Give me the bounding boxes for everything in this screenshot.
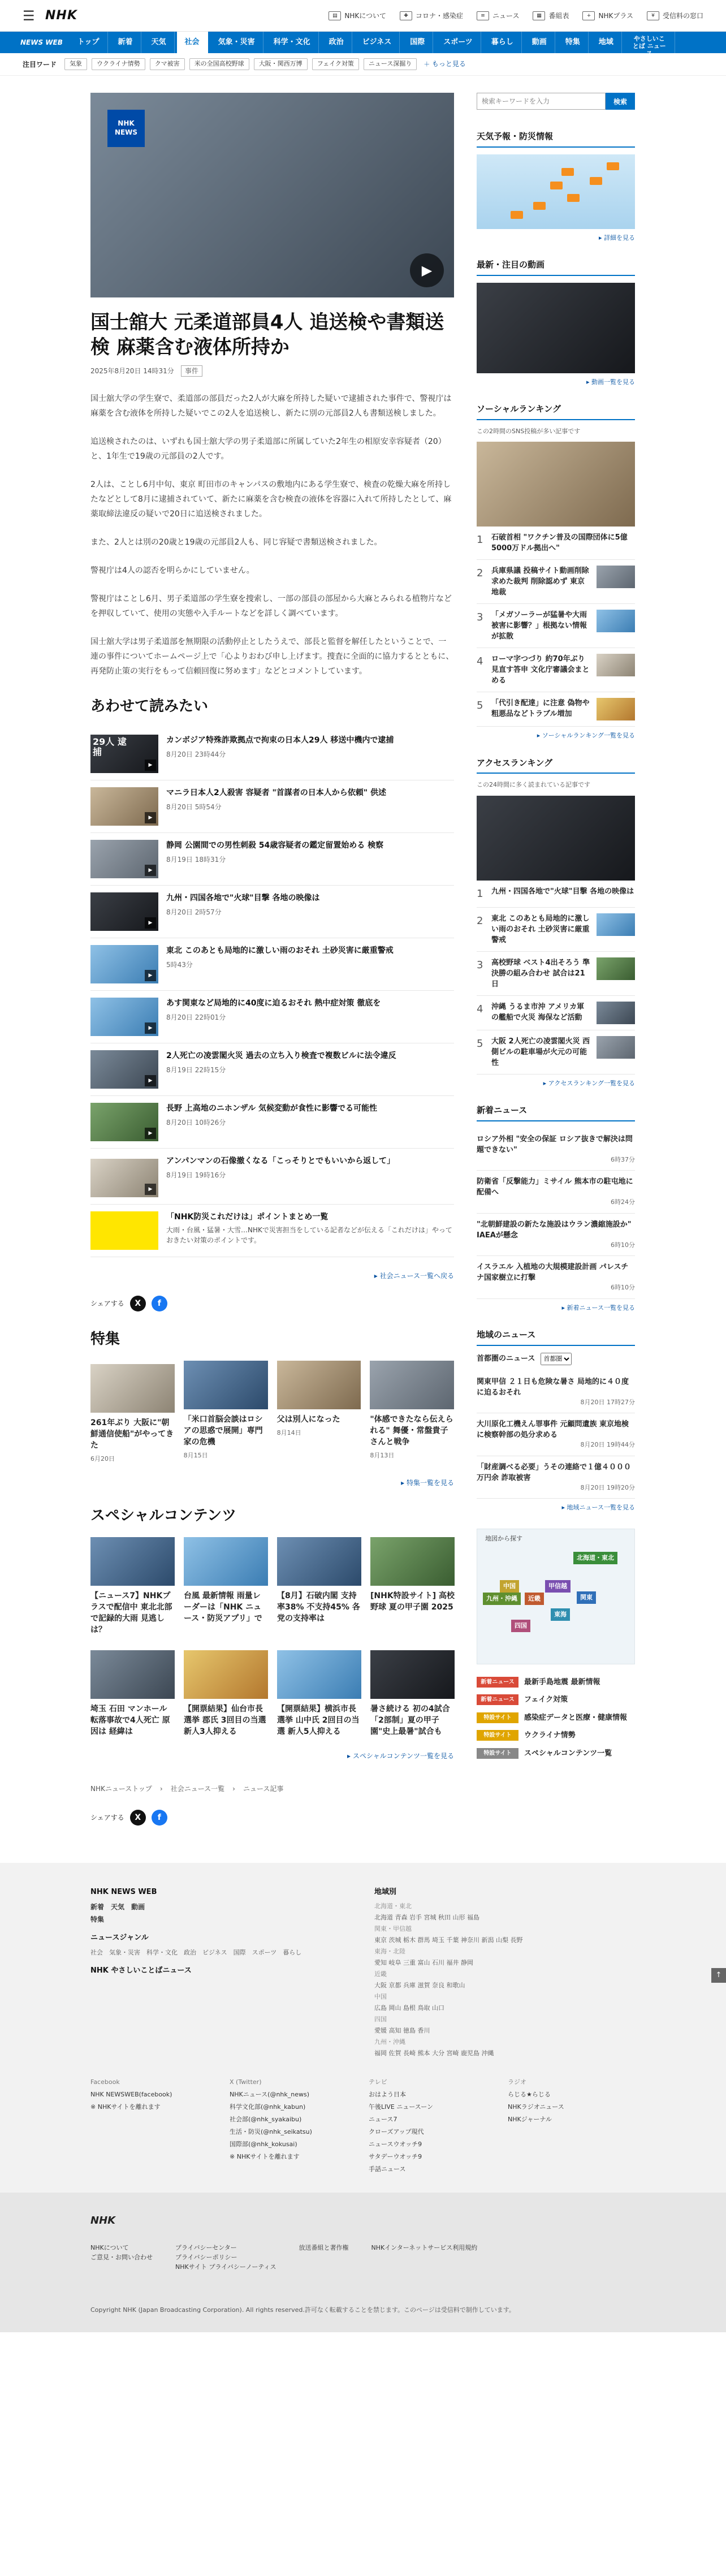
play-icon[interactable]: ▶	[410, 253, 444, 287]
trend-words	[0, 53, 726, 76]
related-item[interactable]	[90, 1205, 454, 1257]
article-paragraph: 2人は、ことし6月中旬、東京 町田市のキャンパスの敷地内にある学生寮で、検査の乾燥大麻を所持したなどとして8月に逮捕されていて、新たに麻薬を含む検査の液体を容器に入れて所持したとして、麻薬取締法違反の疑いで20日に追送検されました。	[90, 480, 452, 519]
article-title: 国士舘大 元柔道部員4人 追送検や書類送検 麻薬含む液体所持か	[90, 311, 444, 359]
play-icon: ▶	[145, 970, 156, 981]
facebook-icon[interactable]: f	[152, 1810, 167, 1826]
thumbnail	[90, 998, 158, 1036]
nav-science[interactable]: 科学・文化	[266, 32, 319, 53]
chevron-right-icon: ›	[232, 1784, 235, 1793]
special-link[interactable]: 新着ニュース フェイク対策	[477, 1691, 635, 1709]
feature-card[interactable]	[370, 1361, 454, 1464]
special-card[interactable]	[277, 1537, 361, 1636]
feature-date: 8月15日	[183, 1452, 208, 1459]
local-item[interactable]: 大川原化工機えん罪事件 元顧問遺族 東京地検に検察幹部の処分求める 8月20日 19時44分	[477, 1413, 635, 1456]
special-link[interactable]: 新着ニュース 最新手島地震 最新情報	[477, 1673, 635, 1692]
special-list-link[interactable]: ▸ スペシャルコンテンツ一覧を見る	[347, 1751, 454, 1760]
article-paragraph: 警視庁は4人の認否を明らかにしていません。	[90, 566, 254, 575]
nhk-plus-icon: +	[582, 11, 595, 20]
fee-icon: ¥	[647, 11, 659, 20]
x-icon[interactable]: X	[130, 1296, 146, 1311]
thumbnail	[90, 892, 158, 931]
footer-bottom	[0, 2193, 726, 2332]
facebook-icon[interactable]: f	[152, 1296, 167, 1311]
local-item[interactable]: 「財産調べる必要」うその連絡で１億４０００万円余 詐取被害 8月20日 19時20分	[477, 1456, 635, 1499]
region-button[interactable]: 関東	[577, 1591, 596, 1604]
special-card[interactable]	[370, 1537, 455, 1636]
special-title: 暑さ続ける 初の4試合「2部制」夏の甲子園"史上最暑"試合も	[370, 1704, 450, 1736]
share-label: シェアする	[90, 1813, 124, 1822]
nhk-news-badge: NHK NEWS	[107, 110, 145, 147]
thumbnail	[90, 1103, 158, 1141]
special-title: 【開票結果】横浜市長選挙 山中氏 2回目の当選 新人5人抑える	[277, 1704, 360, 1736]
related-item[interactable]	[90, 938, 454, 991]
trend-chip[interactable]: フェイク対策	[312, 58, 359, 70]
nav-politics[interactable]: 政治	[321, 32, 352, 53]
related-item[interactable]	[90, 1149, 454, 1205]
weather-heading: 天気予報・防災情報	[477, 130, 635, 148]
article-body	[90, 391, 454, 679]
trend-chip[interactable]: 大阪・関西万博	[254, 58, 308, 70]
society-list-link[interactable]: ▸ 社会ニュース一覧へ戻る	[374, 1272, 454, 1280]
special-card[interactable]	[184, 1537, 268, 1636]
ranking-item[interactable]: 3 「メガソーラーが猛暑や大雨被害に影響？」根拠ない情報が拡散	[477, 604, 635, 648]
related-title: 2人死亡の凌雲閣火災 過去の立ち入り検査で複数ビルに法令違反	[166, 1051, 396, 1060]
share-label: シェアする	[90, 1300, 124, 1308]
special-card[interactable]	[184, 1650, 268, 1737]
thumbnail	[277, 1537, 361, 1586]
featured-video[interactable]	[477, 283, 635, 373]
search-input[interactable]	[477, 93, 606, 110]
sidebar	[477, 93, 635, 1840]
special-card[interactable]	[90, 1537, 175, 1636]
access-more-link[interactable]: ▸ アクセスランキング一覧を見る	[543, 1079, 635, 1087]
related-title: カンボジア特殊詐欺拠点で拘束の日本人29人 移送中機内で逮捕	[166, 736, 394, 745]
region-selector: 首都圏のニュース 首都圏	[477, 1353, 635, 1365]
thumbnail	[90, 1650, 175, 1699]
related-date: 8月20日 2時57分	[166, 908, 222, 916]
special-grid	[90, 1537, 454, 1737]
related-item[interactable]	[90, 728, 454, 780]
related-item[interactable]	[90, 1043, 454, 1096]
ranking-item[interactable]: 4 ローマ字つづり 約70年ぶり見直す答申 文化庁審議会まとめる	[477, 648, 635, 692]
feature-list	[90, 1361, 454, 1464]
feature-title: 「米口首脳会談はロシアの思惑で展開」専門家の危機	[183, 1415, 263, 1447]
tv-guide-icon: ▦	[533, 11, 545, 20]
trend-more-link[interactable]: ＋ もっと見る	[424, 60, 466, 68]
feature-card[interactable]	[277, 1361, 361, 1464]
play-icon: ▶	[145, 812, 156, 823]
breadcrumb-item[interactable]: 社会ニュース一覧	[170, 1784, 225, 1793]
page-body	[0, 76, 726, 1840]
back-to-top-icon[interactable]: ↑	[711, 1968, 726, 1983]
special-card[interactable]	[90, 1650, 175, 1737]
related-date: 8月19日 19時16分	[166, 1171, 226, 1179]
feature-title: 父は別人になった	[276, 1415, 340, 1424]
thumbnail	[90, 1159, 158, 1197]
special-card[interactable]	[370, 1650, 455, 1737]
related-title: 長野 上高地のニホンザル 気候変動が食性に影響でる可能性	[166, 1104, 378, 1113]
video-heading: 最新・注目の動画	[477, 258, 635, 276]
local-heading: 地域のニュース	[477, 1328, 635, 1346]
nav-life[interactable]: 暮らし	[483, 32, 522, 53]
thumbnail	[277, 1650, 361, 1699]
ranking-item[interactable]: 5 「代引き配達」に注意 偽物や粗悪品などトラブル増加	[477, 692, 635, 727]
latest-item[interactable]: "北朝鮮建設の新たな施設はウラン濃縮施設か" IAEAが懸念 6時10分	[477, 1214, 635, 1257]
menu-icon[interactable]: ☰	[23, 7, 35, 24]
play-icon: ▶	[145, 760, 156, 771]
nav-easy-news[interactable]: やさしいことば ニュース	[624, 32, 675, 53]
related-title: 東北 このあとも局地的に激しい雨のおそれ 土砂災害に厳重警戒	[166, 946, 394, 955]
article-paragraph: 国士舘大学の学生寮で、柔道部の部員だった2人が大麻を所持した疑いで逮捕された事件で、警視庁は麻薬を含む液体を所持した疑いでこの2人を追送検し、新たに別の元部員2人も書類送検しました。	[90, 394, 452, 418]
article-hero-image[interactable]	[90, 93, 454, 297]
search-button[interactable]: 検索	[606, 93, 635, 110]
trend-chip[interactable]: ウクライナ情勢	[92, 58, 145, 70]
related-title: 静岡 公園間での男性刺殺 54歳容疑者の鑑定留置始める 検察	[166, 841, 384, 850]
region-button[interactable]: 四国	[511, 1620, 530, 1633]
thumbnail	[184, 1361, 268, 1409]
chevron-right-icon: ›	[159, 1784, 163, 1793]
thumbnail	[90, 1050, 158, 1089]
thumbnail	[90, 787, 158, 826]
ranking-item[interactable]: 2 東北 このあとも局地的に激しい雨のおそれ 土砂災害に厳重警戒	[477, 908, 635, 952]
related-date: 5時43分	[166, 961, 193, 969]
region-button[interactable]: 近畿	[525, 1593, 544, 1606]
region-select[interactable]	[541, 1353, 572, 1365]
util-link[interactable]: ≡ ニュース	[477, 11, 519, 21]
related-list	[90, 728, 454, 1257]
ranking-item[interactable]: 1 九州・四国各地で"火球"目撃 各地の映像は	[477, 881, 635, 908]
article-paragraph: 追送検されたのは、いずれも国士舘大学の男子柔道部に所属していた2年生の相原安幸容疑者（20）と、1年生で19歳の元部員の2人です。	[90, 437, 446, 461]
feature-title: 261年ぶり 大阪に"朝鮮通信使船"がやってきた	[90, 1418, 174, 1450]
access-ranking-heading: アクセスランキング	[477, 757, 635, 774]
japan-region-map: 地図から探す 北海道・東北 関東 甲信越 東海 近畿 中国 四国 九州・沖縄	[477, 1529, 635, 1664]
ranking-image[interactable]	[477, 442, 635, 527]
footer-nav: NHK NEWS WEB 新着 天気 動画 特集 ニュースジャンル 社会 気象・災害 科学・文化 政治 ビジネス 国際 スポーツ 暮らし NHK やさしいことばニュース	[90, 1880, 352, 2060]
global-nav	[0, 32, 726, 57]
play-icon: ▶	[145, 1075, 156, 1086]
related-title: 九州・四国各地で"火球"目撃 各地の映像は	[166, 894, 320, 903]
region-button[interactable]: 中国	[500, 1580, 519, 1593]
article-category[interactable]: 事件	[181, 365, 202, 377]
play-icon: ▶	[145, 865, 156, 876]
nav-international[interactable]: 国際	[402, 32, 433, 53]
related-date: 8月19日 18時31分	[166, 856, 226, 864]
thumbnail	[90, 840, 158, 878]
breadcrumb-item[interactable]: NHKニューストップ	[90, 1784, 152, 1793]
region-button[interactable]: 九州・沖縄	[483, 1593, 521, 1606]
latest-item[interactable]: イスラエル 入植地の大規模建設計画 パレスチナ国家樹立に打撃 6時10分	[477, 1256, 635, 1299]
thumbnail	[90, 945, 158, 983]
nav-top[interactable]: トップ	[70, 32, 108, 53]
feature-heading: 特集	[90, 1331, 120, 1348]
util-link[interactable]: ▦ 番組表	[533, 11, 569, 21]
region-button[interactable]: 甲信越	[545, 1580, 571, 1593]
trend-chip[interactable]: 米の全国高校野球	[189, 58, 249, 70]
nav-society[interactable]: 社会	[177, 32, 208, 53]
related-item[interactable]	[90, 833, 454, 886]
social-ranking-heading: ソーシャルランキング	[477, 403, 635, 420]
footer-easy-link[interactable]: NHK やさしいことばニュース	[90, 1966, 192, 1975]
utility-links	[329, 11, 703, 21]
article-paragraph: また、2人とは別の20歳と19歳の元部員2人も、同じ容疑で書類送検されました。	[90, 538, 382, 547]
latest-more-link[interactable]: ▸ 新着ニュース一覧を見る	[561, 1304, 635, 1311]
related-date: 8月19日 22時15分	[166, 1066, 226, 1074]
special-title: 【8月】石破内閣 支持率38% 不支持45% 各党の支持率は	[277, 1591, 360, 1623]
footer-logo[interactable]: NHK	[90, 2215, 116, 2227]
related-item[interactable]	[90, 1096, 454, 1149]
article-paragraph: 警視庁はことし6月、男子柔道部の学生寮を捜索し、一部の部員の部屋から大麻とみられる植物片などを押収していて、使用の実態や入手ルートなどを詳しく調べています。	[90, 594, 452, 618]
virus-icon: ✚	[400, 11, 412, 20]
feature-card[interactable]	[184, 1361, 268, 1464]
ranking-image[interactable]	[477, 796, 635, 881]
play-icon: ▶	[145, 1184, 156, 1195]
related-date: 8月20日 22時01分	[166, 1013, 226, 1021]
feature-title: "体感できたなら伝えられる" 舞優・常盤貴子さんと戦争	[370, 1415, 453, 1447]
thumbnail	[90, 1537, 175, 1586]
news-icon: ≡	[477, 11, 489, 20]
nhk-icon: ▤	[329, 11, 341, 20]
feature-card[interactable]	[90, 1361, 175, 1464]
related-title: 「NHK防災これだけは」ポイントまとめ一覧	[166, 1213, 329, 1222]
site-header	[0, 0, 726, 32]
util-link[interactable]: ▤ NHKについて	[329, 11, 386, 21]
thumbnail	[370, 1361, 454, 1409]
article-date: 2025年8月20日 14時31分	[90, 367, 174, 375]
trend-chip[interactable]: ニュース深掘り	[364, 58, 417, 70]
latest-item[interactable]: 防衛省「反撃能力」ミサイル 熊本市の駐屯地に配備へ 6時24分	[477, 1171, 635, 1214]
util-link[interactable]: ✚ コロナ・感染症	[400, 11, 463, 21]
footer-links: NHKについて ご意見・お問い合わせ プライバシーセンター プライバシーポリシー NHKサイト プライバシーノーティス 放送番組と著作権 NHKインターネットサービス利用規約	[90, 2244, 478, 2271]
x-icon[interactable]: X	[130, 1810, 146, 1826]
related-date: 8月20日 23時44分	[166, 750, 226, 758]
footer-title[interactable]: NHK NEWS WEB	[90, 1887, 157, 1896]
ranking-item[interactable]: 4 沖縄 うるま市沖 アメリカ軍の艦船で火災 海保など活動	[477, 996, 635, 1030]
special-card[interactable]	[277, 1650, 361, 1737]
special-heading: スペシャルコンテンツ	[90, 1507, 237, 1524]
related-heading: あわせて読みたい	[90, 698, 209, 715]
special-title: 【開票結果】仙台市長選挙 郡氏 3回目の当選 新人3人抑える	[184, 1704, 266, 1736]
social-more-link[interactable]: ▸ ソーシャルランキング一覧を見る	[537, 732, 635, 739]
nav-sports[interactable]: スポーツ	[435, 32, 481, 53]
util-link[interactable]: + NHKプラス	[582, 11, 633, 21]
thumbnail	[370, 1537, 455, 1586]
nav-local[interactable]: 地域	[591, 32, 622, 53]
region-button[interactable]: 東海	[551, 1608, 570, 1621]
nav-feature[interactable]: 特集	[558, 32, 589, 53]
related-title: マニラ日本人2人殺害 容疑者 "首謀者の日本人から依頼" 供述	[166, 788, 386, 797]
latest-heading: 新着ニュース	[477, 1104, 635, 1121]
special-link[interactable]: 特設サイト 感染症データと医療・健康情報	[477, 1709, 635, 1727]
trend-label: 注目ワード	[23, 60, 57, 68]
special-title: 埼玉 石田 マンホール転落事故で4人死亡 原因は 経緯は	[90, 1704, 170, 1736]
news-web-brand[interactable]: NEWS WEB	[20, 38, 63, 46]
play-icon: ▶	[145, 1022, 156, 1034]
region-button[interactable]: 北海道・東北	[573, 1552, 617, 1565]
nav-video[interactable]: 動画	[524, 32, 555, 53]
nhk-logo[interactable]: NHK	[45, 8, 77, 23]
feature-list-link[interactable]: ▸ 特集一覧を見る	[401, 1478, 454, 1487]
breadcrumb-item: ニュース記事	[243, 1784, 284, 1793]
play-icon: ▶	[145, 917, 156, 929]
footer-genre-heading: ニュースジャンル	[90, 1934, 149, 1942]
ranking-item[interactable]: 2 兵庫県議 投稿サイト動画削除求めた裁判 削除認めず 東京地裁	[477, 560, 635, 604]
thumbnail	[184, 1650, 268, 1699]
feature-date: 8月13日	[370, 1452, 395, 1459]
related-date: 8月20日 10時26分	[166, 1119, 226, 1127]
trend-chip[interactable]: クマ被害	[150, 58, 185, 70]
ranking-item[interactable]: 1 石破首相 "ワクチン普及の国際団体に5億5000万ドル拠出へ"	[477, 527, 635, 560]
nav-weather[interactable]: 天気	[144, 32, 175, 53]
related-title: アンパンマンの石像撤くなる「こっそりとでもいいから返して」	[166, 1157, 395, 1166]
search-form	[477, 93, 635, 110]
article-paragraph: 国士舘大学は男子柔道部を無期限の活動停止としたうえで、部長と監督を解任したということで、一連の事件についてホームページ上で「心よりおわび申し上げます。捜査に全面的に協力するとともに、再発防止策の実行をもって信頼回復に努めます」などとコメントしています。	[90, 637, 454, 676]
weather-map[interactable]	[477, 154, 635, 229]
main-column	[90, 93, 454, 1840]
related-item[interactable]	[90, 780, 454, 833]
footer-areas: 地域別 北海道・東北 北海道 青森 岩手 宮城 秋田 山形 福島 関東・甲信越 東京 茨城 栃木 群馬 埼玉 千葉 神奈川 新潟 山梨 長野 東海・北陸 愛知 岐阜 三重 富山 石川 福井 静岡 近畿 大阪 京都 兵庫 滋賀 奈良 和歌山 中国 広島 岡山 島根 鳥取 山口 四国 愛媛 高知 徳島 香川 九州・沖縄 福岡 佐賀 長崎 熊本 大分 宮崎 鹿児島 沖縄	[374, 1887, 523, 2057]
ranking-note: この2時間のSNS投稿が多い記事です	[477, 427, 581, 435]
nav-new[interactable]: 新着	[110, 32, 141, 53]
play-icon: ▶	[145, 1128, 156, 1139]
thumbnail	[184, 1537, 268, 1586]
special-link[interactable]: 特設サイト ウクライナ情勢	[477, 1727, 635, 1745]
thumbnail: 29人 逮捕 ▶	[90, 735, 158, 773]
latest-item[interactable]: ロシア外相 "安全の保証 ロシア抜きで解決は問題できない" 6時37分	[477, 1128, 635, 1171]
feature-date: 8月14日	[276, 1429, 301, 1436]
video-more-link[interactable]: ▸ 動画一覧を見る	[586, 378, 635, 386]
related-item[interactable]	[90, 886, 454, 938]
special-title: 台風 最新情報 雨量レーダーは「NHK ニュース・防災アプリ」で	[184, 1591, 262, 1623]
local-item[interactable]: 関東甲信 ２１日も危険な暑さ 局地的に４０度に迫るおそれ 8月20日 17時27分	[477, 1371, 635, 1414]
ranking-item[interactable]: 3 高校野球 ベスト4出そろう 準決勝の組み合わせ 試合は21日	[477, 952, 635, 996]
related-date: 8月20日 5時54分	[166, 803, 222, 811]
util-link[interactable]: ¥ 受信料の窓口	[647, 11, 703, 21]
nav-disaster[interactable]: 気象・災害	[210, 32, 263, 53]
share-bar	[90, 1296, 454, 1311]
breadcrumb	[90, 1784, 454, 1794]
thumbnail	[90, 1211, 158, 1250]
local-more-link[interactable]: ▸ 地域ニュース一覧を見る	[561, 1504, 635, 1511]
trend-chip[interactable]: 気象	[64, 58, 87, 70]
ranking-note: この24時間に多く読まれている記事です	[477, 781, 590, 788]
related-title: あす関東など局地的に40度に迫るおそれ 熱中症対策 徹底を	[166, 999, 381, 1008]
thumbnail	[277, 1361, 361, 1409]
special-link[interactable]: 特設サイト スペシャルコンテンツ一覧	[477, 1745, 635, 1763]
feature-date: 6月20日	[90, 1455, 115, 1462]
weather-more-link[interactable]: ▸ 詳細を見る	[598, 234, 635, 241]
thumbnail	[90, 1364, 175, 1413]
share-bar	[90, 1810, 454, 1826]
ranking-item[interactable]: 5 大阪 2人死亡の凌雲閣火災 西側ビルの駐車場が火元の可能性	[477, 1030, 635, 1075]
nav-business[interactable]: ビジネス	[355, 32, 400, 53]
article-meta	[90, 365, 454, 377]
special-title: [NHK特設サイト] 高校野球 夏の甲子園 2025	[370, 1591, 455, 1612]
footer	[0, 1863, 726, 2332]
special-title: 【ニュース7】NHKプラスで配信中 東北北部で記録的大雨 見逃しは？	[90, 1591, 172, 1634]
footer-social: Facebook NHK NEWSWEB(facebook) ※ NHKサイトを離れます X (Twitter) NHKニュース(@nhk_news) 科学文化部(@nhk_kabun) 社会部(@nhk_syakaibu) 生活・防災(@nhk_seikatsu) 国際部(@nhk_kokusai) ※ NHKサイトを離れます テレビ おはよう日本 午後LIVE ニュースーン ニュース7 クローズアップ現代 ニュースウオッチ9 サタデーウオッチ9 手話ニュース ラジオ らじる★らじる NHKラジオニュース NHKジャーナル	[90, 2078, 564, 2173]
related-text: 大雨・台風・猛暑・大雪…NHKで災害担当をしている記者などが伝える「これだけは」やっておきたい対策のポイントです。	[166, 1226, 452, 1244]
thumbnail	[370, 1650, 455, 1699]
related-item[interactable]	[90, 991, 454, 1043]
copyright: Copyright NHK (Japan Broadcasting Corporation). All rights reserved.許可なく転載することを禁じます。このページは受信料で制作しています。	[90, 2306, 515, 2314]
